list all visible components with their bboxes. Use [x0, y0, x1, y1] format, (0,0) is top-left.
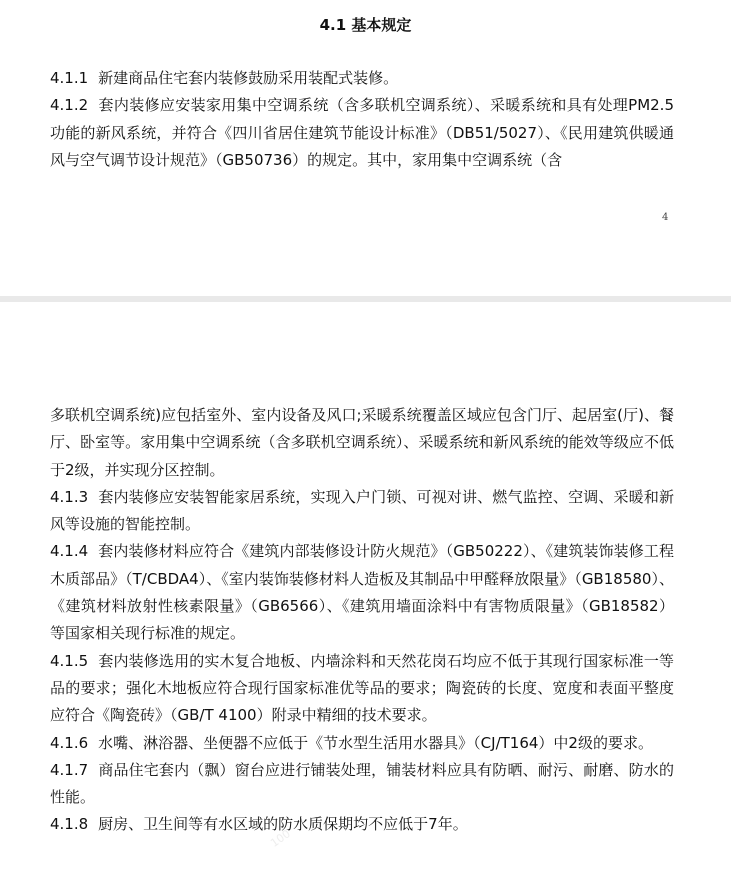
clause-number: 4.1.1	[50, 69, 89, 87]
clause-4-1-1	[50, 65, 674, 92]
clause-number: 4.1.2	[50, 96, 89, 115]
clause-4-1-5	[50, 648, 674, 730]
clause-text: 套内装修应安装家用集中空调系统（含多联机空调系统）、采暖系统和具有处理PM2.5功能的新风系统，并符合《四川省居住建筑节能设计标准》（DB51/5027）、《民用建筑供暖通风与空气调节设计规范》（GB50736）的规定。其中，家用集中空调系统（含	[50, 96, 674, 169]
clause-number: 4.1.7	[50, 760, 89, 779]
clause-continuation: 多联机空调系统)应包括室外、室内设备及风口;采暖系统覆盖区域应包含门厅、起居室(厅)、餐厅、卧室等。家用集中空调系统（含多联机空调系统）、采暖系统和新风系统的能效等级应不低于2级，并实现分区控制。	[50, 406, 674, 479]
clause-text: 水嘴、淋浴器、坐便器不应低于《节水型生活用水器具》（CJ/T164）中2级的要求。	[98, 733, 653, 752]
clause-text: 套内装修选用的实木复合地板、内墙涂料和天然花岗石均应不低于其现行国家标准一等品的要求；强化木地板应符合现行国家标准优等品的要求；陶瓷砖的长度、宽度和表面平整度应符合《陶瓷砖》（GB/T 4100）附录中精细的技术要求。	[50, 651, 674, 725]
document-page-top	[0, 0, 731, 296]
clause-text: 厨房、卫生间等有水区域的防水质保期均不应低于7年。	[98, 815, 468, 834]
clause-number: 4.1.6	[50, 733, 89, 752]
clause-text: 套内装修材料应符合《建筑内部装修设计防火规范》（GB50222）、《建筑装饰装修工程木质部品》（T/CBDA4）、《室内装饰装修材料人造板及其制品中甲醛释放限量》（GB18580）、《建筑材料放射性核素限量》（GB6566）、《建筑用墙面涂料中有害物质限量》（GB18582）等国家相关现行标准的规定。	[50, 542, 674, 643]
document-page-bottom	[0, 302, 731, 870]
text-block-top	[50, 65, 674, 174]
clause-number: 4.1.5	[50, 651, 89, 670]
clause-text: 商品住宅套内（飘）窗台应进行铺装处理，铺装材料应具有防晒、耐污、耐磨、防水的性能。	[50, 760, 674, 807]
clause-4-1-2	[50, 92, 674, 174]
clause-number: 4.1.3	[50, 487, 89, 506]
clause-number: 4.1.4	[50, 542, 89, 561]
clause-4-1-4	[50, 538, 674, 647]
section-heading: 4.1 基本规定	[319, 16, 412, 34]
clause-text: 新建商品住宅套内装修鼓励采用装配式装修。	[98, 69, 399, 87]
clause-4-1-7	[50, 757, 674, 812]
clause-4-1-8	[50, 811, 674, 838]
clause-text: 套内装修应安装智能家居系统，实现入户门锁、可视对讲、燃气监控、空调、采暖和新风等设施的智能控制。	[50, 487, 674, 534]
page-number: 4	[662, 212, 669, 223]
clause-4-1-6	[50, 730, 674, 757]
clause-4-1-3	[50, 484, 674, 539]
text-block-bottom	[50, 402, 674, 839]
watermark: 100	[268, 827, 293, 850]
clause-number: 4.1.8	[50, 815, 89, 834]
